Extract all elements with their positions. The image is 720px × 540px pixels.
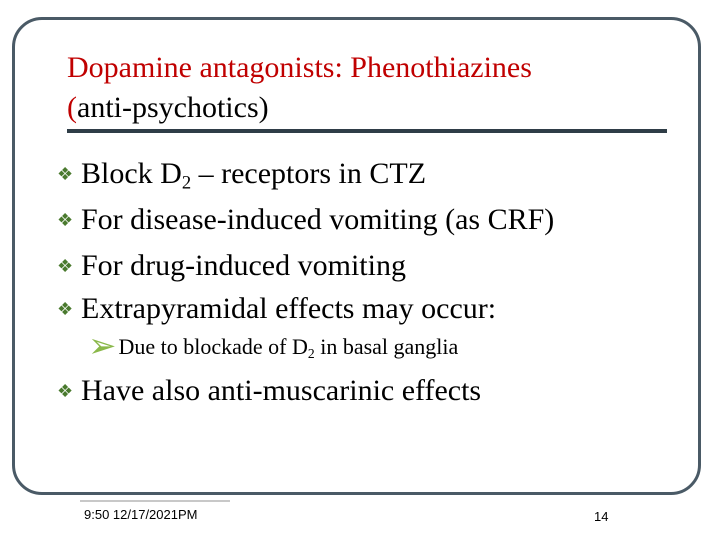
bullet-text-post: – receptors in CTZ [191,157,427,190]
bullet-text-pre: Block D [81,157,182,190]
title-line-2 [67,88,677,128]
title-open-paren: ( [67,91,77,124]
bullet-extrapyramidal [57,292,496,326]
sub-bullet-subscript: 2 [307,346,315,362]
sub-bullet-basal-ganglia [88,330,458,364]
title-line-2-text: anti-psychotics) [77,91,269,124]
bullet-text: For drug-induced vomiting [81,249,406,282]
bullet-block-d2 [57,157,427,194]
diamond-bullet-icon: ❖ [57,299,74,319]
title-line-1: Dopamine antagonists: Phenothiazines [67,51,532,84]
diamond-bullet-icon: ❖ [57,210,74,230]
title-underline [67,129,667,133]
slide-title [67,48,677,128]
bullet-subscript: 2 [181,172,192,194]
footer-date: 9:50 12/17/2021PM [84,507,198,522]
arrow-bullet-icon: ➢ [88,328,117,365]
footer-divider [80,500,230,502]
bullet-text: For disease-induced vomiting (as CRF) [81,203,555,236]
bullet-text: Have also anti-muscarinic effects [81,374,482,407]
diamond-bullet-icon: ❖ [57,381,74,401]
diamond-bullet-icon: ❖ [57,164,74,184]
diamond-bullet-icon: ❖ [57,256,74,276]
bullet-anti-muscarinic [57,374,481,408]
sub-bullet-text-post: in basal ganglia [314,334,459,359]
page-number: 14 [594,509,609,524]
bullet-drug-induced [57,249,406,283]
sub-bullet-text-pre: Due to blockade of D [118,334,308,359]
bullet-text: Extrapyramidal effects may occur: [81,292,497,325]
bullet-disease-induced [57,203,554,237]
